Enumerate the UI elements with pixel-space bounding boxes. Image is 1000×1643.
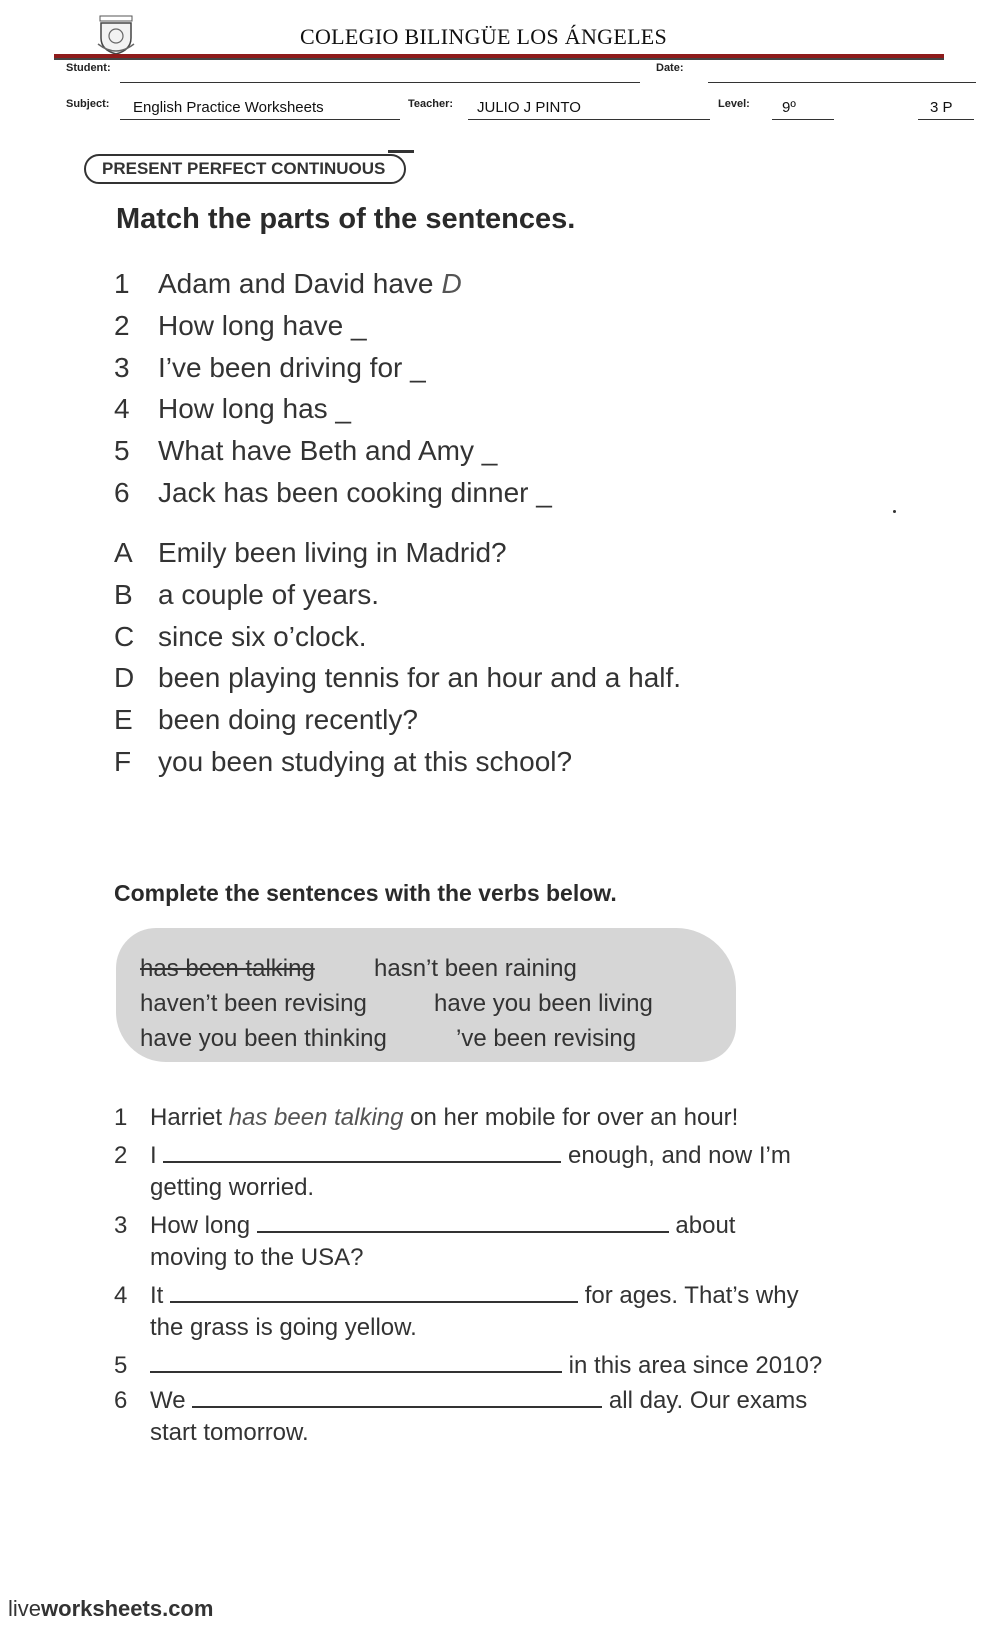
completion-sentence <box>114 1104 738 1132</box>
topic-tag-label: PRESENT PERFECT CONTINUOUS <box>102 159 386 178</box>
match-item-text[interactable]: How long have _ <box>158 310 367 341</box>
match-option-letter: E <box>114 704 133 735</box>
completion-sentence <box>114 1139 791 1170</box>
match-item-number: 3 <box>114 352 130 383</box>
match-item-number: 2 <box>114 310 130 341</box>
match-option-letter: C <box>114 621 135 652</box>
date-field[interactable] <box>708 82 976 83</box>
verb-option: haven’t been revising <box>140 990 367 1017</box>
match-item-text[interactable]: Jack has been cooking dinner _ <box>158 477 552 508</box>
match-item <box>114 310 367 342</box>
match-item-text[interactable]: I’ve been driving for _ <box>158 352 426 383</box>
sentence-number: 2 <box>114 1142 128 1169</box>
liveworksheets-logo <box>8 1596 213 1622</box>
match-option <box>114 579 379 611</box>
match-option-letter: B <box>114 579 133 610</box>
verb-option: have you been thinking <box>140 1025 387 1052</box>
exercise1-title: Match the parts of the sentences. <box>116 203 576 235</box>
verb-option: have you been living <box>434 990 653 1017</box>
logo-tld: .com <box>162 1596 214 1621</box>
match-item-number: 5 <box>114 435 130 466</box>
topic-tag-flag <box>388 150 414 153</box>
match-option <box>114 704 418 736</box>
logo-live: live <box>8 1596 42 1621</box>
match-item <box>114 435 497 467</box>
match-option <box>114 746 572 778</box>
sentence-before: It <box>150 1282 164 1309</box>
sentence-number: 4 <box>114 1282 128 1309</box>
match-option-letter: D <box>114 662 135 693</box>
match-item-text: Adam and David have <box>158 268 434 299</box>
sentence-example-answer: has been talking <box>228 1104 404 1131</box>
section-value: 3 P <box>930 99 953 116</box>
match-item-number: 6 <box>114 477 130 508</box>
match-item-text[interactable]: What have Beth and Amy _ <box>158 435 498 466</box>
match-option-text: Emily been living in Madrid? <box>158 537 507 568</box>
teacher-field-line <box>468 119 710 120</box>
match-option <box>114 662 681 694</box>
match-item-number: 4 <box>114 393 130 424</box>
sentence-after: all day. Our exams <box>608 1387 808 1414</box>
match-option <box>114 621 367 653</box>
sentence-after: on her mobile for over an hour! <box>410 1104 739 1131</box>
completion-sentence <box>114 1384 807 1415</box>
student-field[interactable] <box>120 82 640 83</box>
sentence-after: for ages. That’s why <box>584 1282 799 1309</box>
match-option-letter: A <box>114 537 133 568</box>
verb-option-used: has been talking <box>140 955 315 982</box>
sentence-continuation: start tomorrow. <box>150 1419 309 1446</box>
match-item <box>114 393 351 425</box>
completion-sentence <box>114 1349 822 1380</box>
match-item-number: 1 <box>114 268 130 299</box>
match-option-text: been playing tennis for an hour and a half. <box>158 662 682 693</box>
answer-blank[interactable] <box>170 1279 578 1303</box>
sentence-number: 6 <box>114 1387 128 1414</box>
subject-value: English Practice Worksheets <box>133 99 324 116</box>
match-option-text: a couple of years. <box>158 579 380 610</box>
teacher-value: JULIO J PINTO <box>477 99 581 116</box>
match-option-text: you been studying at this school? <box>158 746 573 777</box>
teacher-label: Teacher: <box>408 98 454 110</box>
sentence-before: We <box>150 1387 186 1414</box>
sentence-before: I <box>150 1142 157 1169</box>
logo-worksheets: worksheets <box>41 1596 163 1621</box>
school-crest-icon <box>96 14 136 56</box>
verb-option: hasn’t been raining <box>374 955 577 982</box>
answer-blank[interactable] <box>163 1139 561 1163</box>
stray-mark <box>893 510 896 513</box>
sentence-after: in this area since 2010? <box>568 1352 823 1379</box>
match-item <box>114 268 462 300</box>
level-field-line <box>772 119 834 120</box>
verb-option: ’ve been revising <box>456 1025 637 1052</box>
student-label: Student: <box>66 62 111 74</box>
exercise2-title: Complete the sentences with the verbs below. <box>114 880 617 906</box>
subject-label: Subject: <box>66 98 110 110</box>
answer-blank[interactable] <box>150 1349 562 1373</box>
topic-tag <box>84 154 406 184</box>
header-rule-dark <box>54 58 944 60</box>
sentence-continuation: moving to the USA? <box>150 1244 364 1271</box>
sentence-number: 1 <box>114 1104 128 1131</box>
sentence-continuation: the grass is going yellow. <box>150 1314 417 1341</box>
match-option-text: been doing recently? <box>158 704 418 735</box>
sentence-before: Harriet <box>150 1104 223 1131</box>
sentence-number: 5 <box>114 1352 128 1379</box>
completion-sentence <box>114 1209 735 1240</box>
school-name: COLEGIO BILINGÜE LOS ÁNGELES <box>300 24 668 49</box>
answer-blank[interactable] <box>257 1209 669 1233</box>
date-label: Date: <box>656 62 684 74</box>
match-item-text[interactable]: How long has _ <box>158 393 352 424</box>
match-option-letter: F <box>114 746 132 777</box>
section-field-line <box>918 119 974 120</box>
match-item <box>114 477 552 509</box>
sentence-after: enough, and now I’m <box>568 1142 791 1169</box>
match-item <box>114 352 426 384</box>
match-option <box>114 537 507 569</box>
sentence-after: about <box>675 1212 736 1239</box>
completion-sentence <box>114 1279 799 1310</box>
answer-blank[interactable] <box>192 1384 602 1408</box>
sentence-continuation: getting worried. <box>150 1174 315 1201</box>
sentence-before: How long <box>150 1212 251 1239</box>
level-label: Level: <box>718 98 750 110</box>
subject-field-line <box>120 119 400 120</box>
sentence-number: 3 <box>114 1212 128 1239</box>
level-value: 9º <box>782 99 796 116</box>
match-item-answer[interactable]: D <box>441 268 462 299</box>
match-option-text: since six o’clock. <box>158 621 367 652</box>
